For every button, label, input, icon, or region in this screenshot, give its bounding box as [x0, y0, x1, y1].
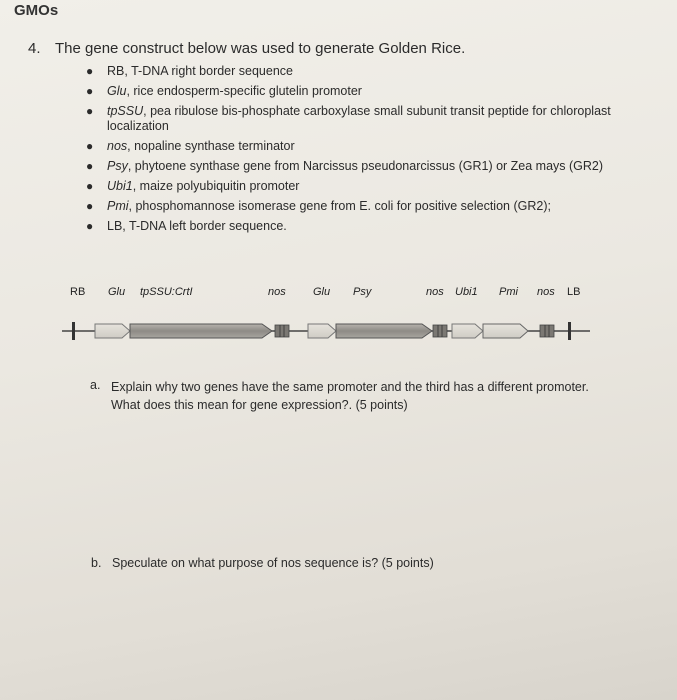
construct-label-glu: Glu	[108, 286, 126, 298]
crti-gene-block	[130, 324, 272, 338]
list-item	[84, 84, 624, 99]
question-text: The gene construct below was used to generate Golden Rice.	[55, 40, 466, 57]
construct-label-nos: nos	[426, 286, 444, 298]
ubi1-promoter-block	[452, 324, 483, 338]
bullet-icon: ●	[86, 139, 94, 153]
term: RB	[107, 64, 125, 78]
left-border-mark	[568, 322, 571, 340]
list-item	[84, 199, 624, 214]
glu-promoter-block	[95, 324, 130, 338]
construct-label-nos: nos	[537, 286, 555, 298]
psy-gene-block	[336, 324, 432, 338]
term: Glu	[107, 84, 127, 98]
construct-label-psy: Psy	[353, 286, 372, 298]
construct-label-tpssu-crti: tpSSU:CrtI	[140, 286, 193, 298]
glu-promoter-block	[308, 324, 336, 338]
list-item	[84, 104, 624, 134]
nos-terminator-block	[540, 325, 554, 337]
term: tpSSU	[107, 104, 144, 118]
subquestion-a-marker: a.	[90, 378, 101, 392]
list-item	[84, 219, 624, 234]
construct-label-glu: Glu	[313, 286, 331, 298]
right-border-mark	[72, 322, 75, 340]
bullet-icon: ●	[86, 159, 94, 173]
bullet-icon: ●	[86, 219, 94, 233]
list-item	[84, 159, 624, 174]
bullet-icon: ●	[86, 179, 94, 193]
definition: , phosphomannose isomerase gene from E. coli for positive selection (GR2);	[128, 199, 551, 213]
subquestion-b-marker: b.	[91, 556, 102, 570]
gene-construct-diagram	[0, 314, 677, 348]
subquestion-b-text: Speculate on what purpose of nos sequence is? (5 points)	[112, 556, 434, 570]
list-item	[84, 64, 624, 79]
subquestion-a-text: Explain why two genes have the same promoter and the third has a different promoter. What does this mean for gene expression?. (5 points)	[111, 380, 589, 412]
definition: , T-DNA right border sequence	[124, 64, 293, 78]
construct-label-ubi1: Ubi1	[455, 286, 478, 298]
construct-label-lb: LB	[567, 286, 581, 298]
definition: , maize polyubiquitin promoter	[132, 179, 300, 193]
term: nos	[107, 139, 128, 153]
page-header: GMOs	[14, 2, 59, 19]
term: Pmi	[107, 199, 129, 213]
bullet-icon: ●	[86, 104, 94, 118]
definition: , T-DNA left border sequence.	[122, 219, 287, 233]
term: LB	[107, 219, 123, 233]
list-item	[84, 139, 624, 154]
question-number: 4.	[28, 40, 41, 57]
definition: , phytoene synthase gene from Narcissus pseudonarcissus (GR1) or Zea mays (GR2)	[127, 159, 604, 173]
definition: , nopaline synthase terminator	[127, 139, 295, 153]
definition: , rice endosperm-specific glutelin promoter	[126, 84, 362, 98]
pmi-gene-block	[483, 324, 528, 338]
term: Ubi1	[107, 179, 133, 193]
bullet-icon: ●	[86, 84, 94, 98]
bullet-icon: ●	[86, 199, 94, 213]
construct-label-pmi: Pmi	[499, 286, 518, 298]
nos-terminator-block	[275, 325, 289, 337]
construct-label-nos: nos	[268, 286, 286, 298]
component-list	[84, 64, 624, 239]
construct-label-rb: RB	[70, 286, 86, 298]
bullet-icon: ●	[86, 64, 94, 78]
nos-terminator-block	[433, 325, 447, 337]
term: Psy	[107, 159, 128, 173]
list-item	[84, 179, 624, 194]
definition: , pea ribulose bis-phosphate carboxylase small subunit transit peptide for chloroplast localization	[107, 104, 611, 133]
